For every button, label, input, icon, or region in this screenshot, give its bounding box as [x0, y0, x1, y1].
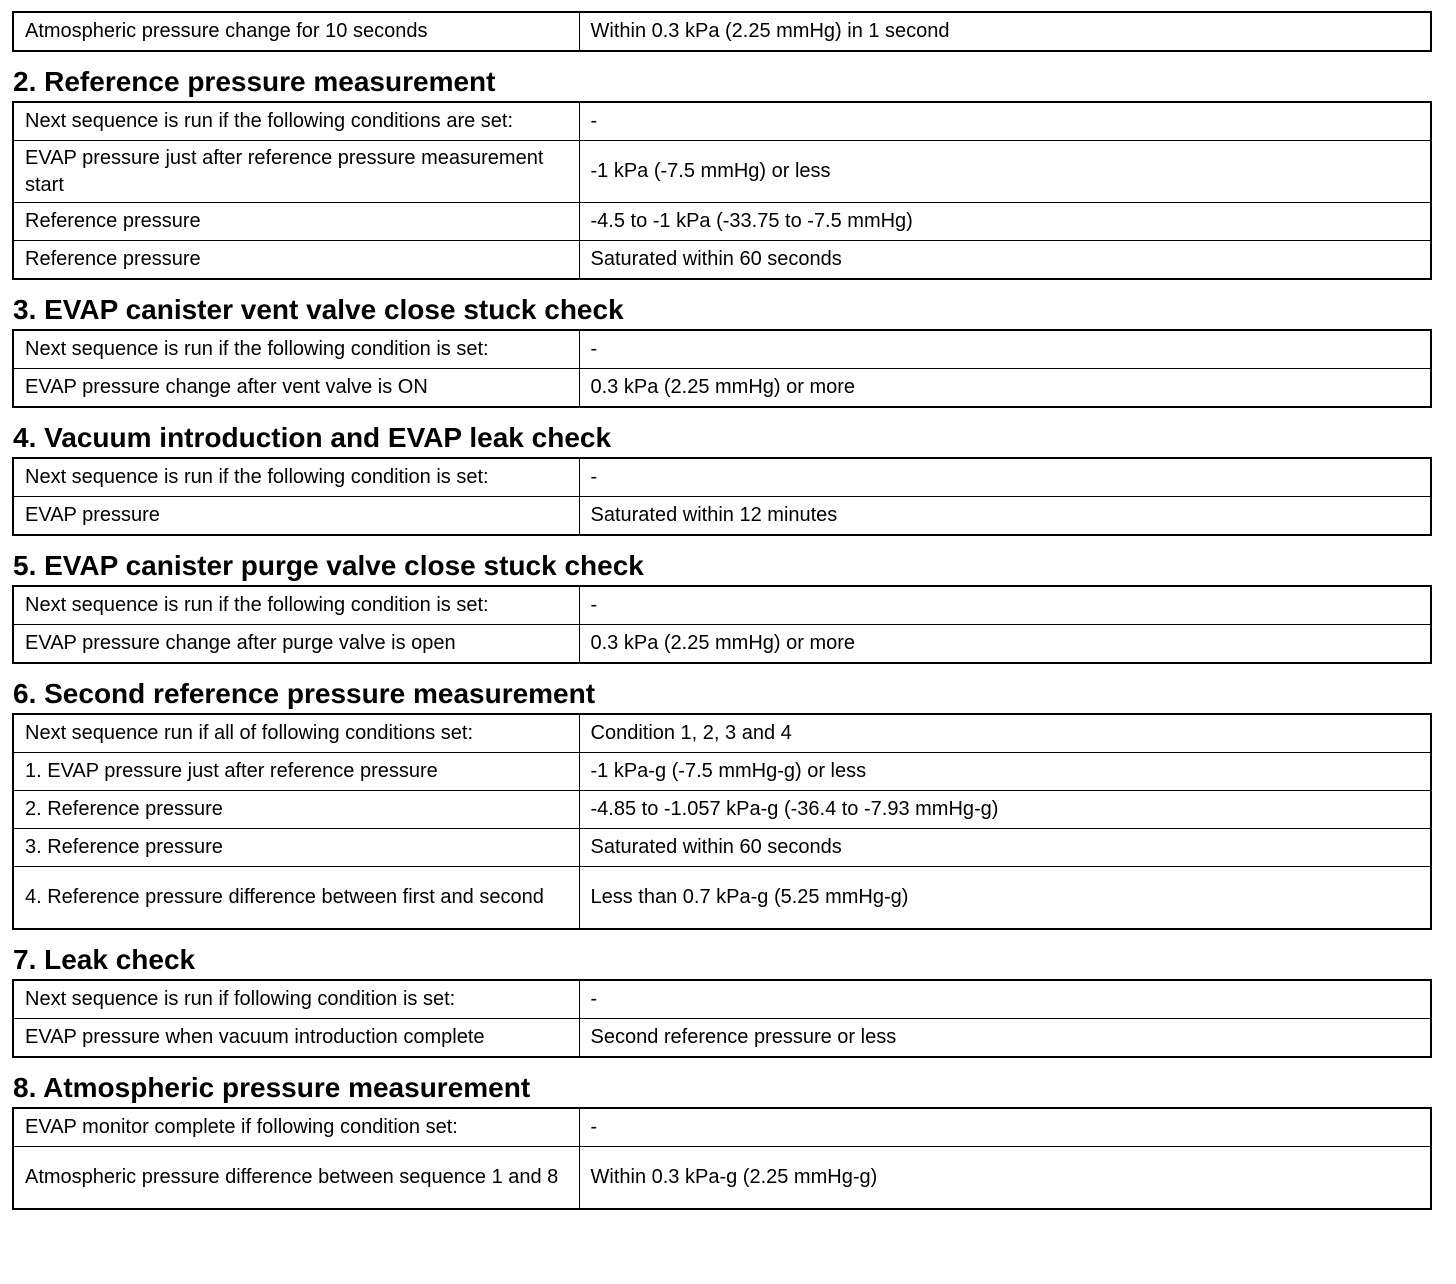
- section-heading: 6. Second reference pressure measurement: [13, 678, 596, 709]
- section-heading: 7. Leak check: [13, 944, 196, 975]
- table-row: [13, 241, 1431, 280]
- condition-cell: 2. Reference pressure: [13, 791, 579, 829]
- section-table: [12, 329, 1432, 408]
- section-heading: 2. Reference pressure measurement: [13, 66, 496, 97]
- section-heading: 8. Atmospheric pressure measurement: [13, 1072, 531, 1103]
- section-table: [12, 101, 1432, 280]
- table-row: [13, 1019, 1431, 1058]
- section-table: [12, 585, 1432, 664]
- sections-container: [12, 65, 1430, 1210]
- table-row: [13, 497, 1431, 536]
- condition-cell: Next sequence is run if the following conditions are set:: [13, 102, 579, 141]
- value-cell: -: [579, 458, 1431, 497]
- condition-cell: Reference pressure: [13, 241, 579, 280]
- table-row: [13, 1108, 1431, 1147]
- value-cell: -: [579, 1108, 1431, 1147]
- value-cell: -1 kPa (-7.5 mmHg) or less: [579, 141, 1431, 203]
- table-row: [13, 330, 1431, 369]
- table-row: [13, 980, 1431, 1019]
- condition-cell: Atmospheric pressure change for 10 seconds: [13, 12, 579, 51]
- value-cell: Saturated within 60 seconds: [579, 829, 1431, 867]
- condition-cell: Next sequence is run if the following condition is set:: [13, 586, 579, 625]
- section-heading: 3. EVAP canister vent valve close stuck check: [13, 294, 624, 325]
- document-page: [12, 11, 1430, 1210]
- value-cell: Within 0.3 kPa-g (2.25 mmHg-g): [579, 1147, 1431, 1210]
- value-cell: -1 kPa-g (-7.5 mmHg-g) or less: [579, 753, 1431, 791]
- value-cell: 0.3 kPa (2.25 mmHg) or more: [579, 625, 1431, 664]
- value-cell: 0.3 kPa (2.25 mmHg) or more: [579, 369, 1431, 408]
- section-table: [12, 457, 1432, 536]
- table-row: [13, 867, 1431, 930]
- condition-cell: Next sequence is run if the following condition is set:: [13, 330, 579, 369]
- table-row: [13, 203, 1431, 241]
- condition-cell: Atmospheric pressure difference between sequence 1 and 8: [13, 1147, 579, 1210]
- value-cell: -: [579, 330, 1431, 369]
- value-cell: Second reference pressure or less: [579, 1019, 1431, 1058]
- value-cell: Saturated within 60 seconds: [579, 241, 1431, 280]
- condition-cell: EVAP monitor complete if following condition set:: [13, 1108, 579, 1147]
- table-row: [13, 12, 1431, 51]
- value-cell: Within 0.3 kPa (2.25 mmHg) in 1 second: [579, 12, 1431, 51]
- table-row: [13, 102, 1431, 141]
- value-cell: Saturated within 12 minutes: [579, 497, 1431, 536]
- value-cell: -: [579, 586, 1431, 625]
- condition-cell: Next sequence run if all of following conditions set:: [13, 714, 579, 753]
- section-table: [12, 979, 1432, 1058]
- table-row: [13, 625, 1431, 664]
- value-cell: Condition 1, 2, 3 and 4: [579, 714, 1431, 753]
- section-heading: 4. Vacuum introduction and EVAP leak check: [13, 422, 612, 453]
- table-row: [13, 753, 1431, 791]
- section-heading: 5. EVAP canister purge valve close stuck check: [13, 550, 644, 581]
- condition-cell: EVAP pressure: [13, 497, 579, 536]
- section-table: [12, 713, 1432, 930]
- table-row: [13, 714, 1431, 753]
- value-cell: -: [579, 980, 1431, 1019]
- condition-cell: Next sequence is run if the following condition is set:: [13, 458, 579, 497]
- condition-cell: EVAP pressure change after vent valve is ON: [13, 369, 579, 408]
- condition-cell: 1. EVAP pressure just after reference pressure: [13, 753, 579, 791]
- top-condition-table: [12, 11, 1432, 52]
- section-table: [12, 1107, 1432, 1210]
- table-row: [13, 369, 1431, 408]
- value-cell: Less than 0.7 kPa-g (5.25 mmHg-g): [579, 867, 1431, 930]
- condition-cell: EVAP pressure change after purge valve is open: [13, 625, 579, 664]
- table-row: [13, 791, 1431, 829]
- table-row: [13, 829, 1431, 867]
- table-row: [13, 141, 1431, 203]
- table-row: [13, 1147, 1431, 1210]
- value-cell: -4.85 to -1.057 kPa-g (-36.4 to -7.93 mmHg-g): [579, 791, 1431, 829]
- condition-cell: 3. Reference pressure: [13, 829, 579, 867]
- condition-cell: 4. Reference pressure difference between first and second: [13, 867, 579, 930]
- condition-cell: EVAP pressure just after reference pressure measurement start: [13, 141, 579, 203]
- value-cell: -4.5 to -1 kPa (-33.75 to -7.5 mmHg): [579, 203, 1431, 241]
- condition-cell: Next sequence is run if following condition is set:: [13, 980, 579, 1019]
- value-cell: -: [579, 102, 1431, 141]
- condition-cell: Reference pressure: [13, 203, 579, 241]
- condition-cell: EVAP pressure when vacuum introduction complete: [13, 1019, 579, 1058]
- table-row: [13, 586, 1431, 625]
- table-row: [13, 458, 1431, 497]
